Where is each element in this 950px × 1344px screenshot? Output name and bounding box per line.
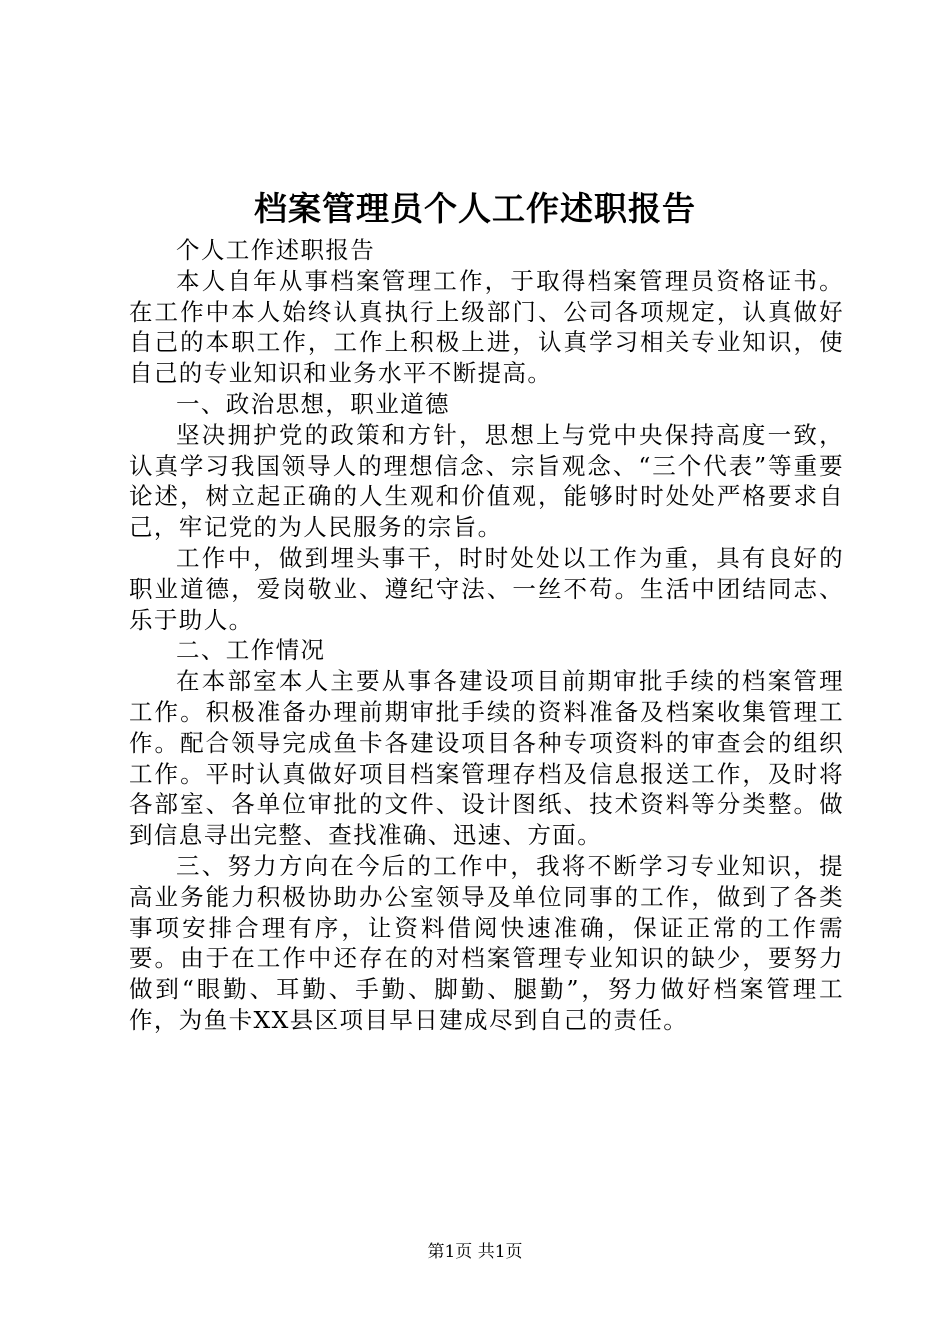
page-number-footer: 第1页 共1页 [427, 1242, 523, 1262]
paragraph-politics: 坚决拥护党的政策和方针，思想上与党中央保持高度一致，认真学习我国领导人的理想信念、宗旨观念、“三个代表”等重要论述，树立起正确的人生观和价值观，能够时时处处严格要求自己，牢记党的为人民服务的宗旨。 [129, 420, 844, 542]
section-heading-politics: 一、政治思想，职业道德 [176, 389, 450, 418]
document-body [129, 235, 844, 1036]
paragraph-work: 在本部室本人主要从事各建设项目前期审批手续的档案管理工作。积极准备办理前期审批手续的资料准备及档案收集管理工作。配合领导完成鱼卡各建设项目各种专项资料的审查会的组织工作。平时认真做好项目档案管理存档及信息报送工作，及时将各部室、各单位审批的文件、设计图纸、技术资料等分类整。做到信息寻出完整、查找准确、迅速、方面。 [129, 667, 844, 850]
paragraph-subtitle: 个人工作述职报告 [176, 236, 376, 264]
document-title: 档案管理员个人工作述职报告 [254, 189, 696, 228]
paragraph-ethics: 工作中，做到埋头事干，时时处处以工作为重，具有良好的职业道德，爱岗敬业、遵纪守法、一丝不苟。生活中团结同志、乐于助人。 [129, 543, 844, 634]
paragraph-intro: 本人自年从事档案管理工作，于取得档案管理员资格证书。在工作中本人始终认真执行上级部门、公司各项规定，认真做好自己的本职工作，工作上积极上进，认真学习相关专业知识，使自己的专业知识和业务水平不断提高。 [129, 266, 844, 388]
section-heading-work: 二、工作情况 [176, 636, 326, 665]
paragraph-direction: 三、努力方向在今后的工作中，我将不断学习专业知识，提高业务能力积极协助办公室领导及单位同事的工作，做到了各类事项安排合理有序，让资料借阅快速准确，保证正常的工作需要。由于在工作中还存在的对档案管理专业知识的缺少，要努力做到“眼勤、耳勤、手勤、脚勤、腿勤”，努力做好档案管理工作，为鱼卡XX县区项目早日建成尽到自己的责任。 [129, 851, 844, 1034]
